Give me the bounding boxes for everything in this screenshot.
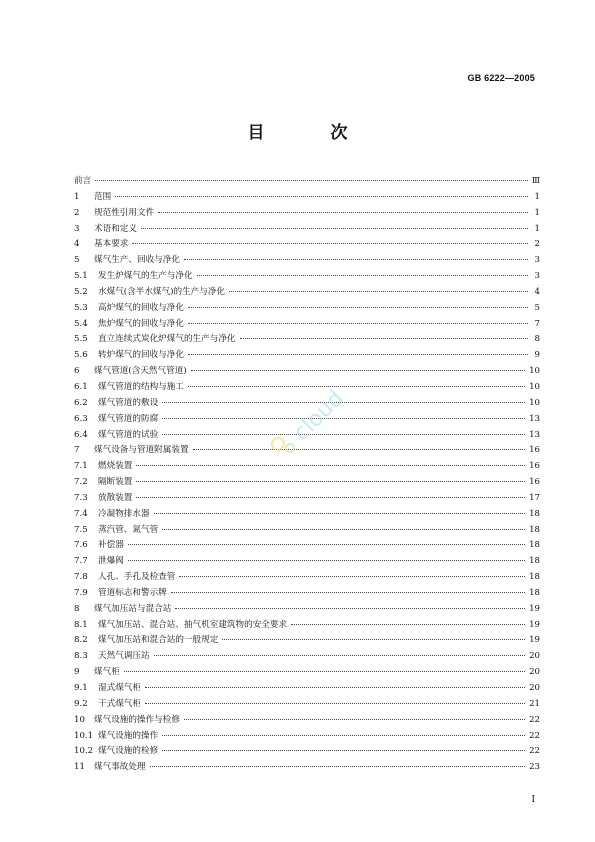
toc-entry-page: 20 [529,683,540,693]
standard-number: GB 6222—2005 [467,73,535,83]
toc-entry[interactable] [74,174,540,190]
toc-entry[interactable] [74,523,540,539]
toc-entry-page: 19 [529,603,540,614]
toc-entry-label: 煤气设备与管道附属装置 [94,445,189,456]
toc-entry-page: 20 [529,667,540,678]
toc-leader-dots [158,206,528,213]
toc-entry-number: 9.2 [74,698,88,709]
toc-entry[interactable] [74,459,540,475]
toc-entry[interactable] [74,570,540,586]
toc-leader-dots [184,253,528,260]
toc-leader-dots [188,348,528,355]
toc-entry-page: 7 [534,318,540,329]
toc-entry-page: 18 [529,524,540,535]
toc-entry[interactable] [74,507,540,523]
toc-entry-page: 18 [529,508,540,519]
toc-entry-label: 管道标志和警示牌 [98,587,167,598]
toc-entry-number: 8 [74,603,80,614]
toc-entry[interactable] [74,665,540,681]
toc-entry[interactable] [74,269,540,285]
toc-entry[interactable] [74,285,540,301]
toc-entry-number: 5.6 [74,350,88,361]
toc-entry[interactable] [74,190,540,206]
toc-entry-page: 1 [534,191,540,202]
toc-entry-label: 天然气调压站 [98,651,150,662]
toc-leader-dots [128,538,525,545]
toc-entry-page: 16 [529,477,540,488]
toc-entry-number: 7.1 [74,461,88,472]
toc-entry[interactable] [74,301,540,317]
toc-entry-number: 7.4 [74,508,88,519]
toc-entry-label: 术语和定义 [94,223,137,234]
toc-entry[interactable] [74,380,540,396]
toc-entry[interactable] [74,253,540,269]
toc-entry[interactable] [74,554,540,570]
toc-entry[interactable] [74,396,540,412]
toc-leader-dots [162,523,525,530]
toc-entry[interactable] [74,364,540,380]
toc-entry[interactable] [74,237,540,253]
toc-leader-dots [162,428,525,435]
toc-entry-page: 22 [529,730,540,741]
toc-leader-dots [191,364,525,371]
toc-entry-label: 煤气柜 [94,667,120,678]
toc-entry-label: 煤气管道的敷设 [98,397,159,408]
toc-entry-label: 湿式煤气柜 [98,683,141,693]
toc-entry-label: 煤气设施的操作与检修 [94,714,180,725]
toc-entry-page: 10 [529,366,540,377]
toc-entry-label: 水煤气(含半水煤气)的生产与净化 [98,286,226,297]
toc-leader-dots [171,586,525,593]
toc-entry-label: 人孔、手孔及检查管 [98,572,176,583]
toc-entry-page: 1 [534,207,540,218]
toc-entry[interactable] [74,713,540,729]
toc-entry-number: 2 [74,207,80,218]
toc-entry[interactable] [74,602,540,618]
toc-entry[interactable] [74,475,540,491]
toc-leader-dots [154,649,525,656]
toc-entry-number: 8.3 [74,651,88,662]
toc-entry-label: 煤气管道(含天然气管道) [94,366,187,377]
toc-leader-dots [291,618,525,625]
toc-entry-page: 17 [529,492,540,503]
toc-entry[interactable] [74,760,540,776]
toc-entry[interactable] [74,586,540,602]
toc-leader-dots [229,285,528,292]
toc-entry-number: 5 [74,255,80,266]
toc-leader-dots [222,633,525,640]
toc-leader-dots [136,491,525,498]
toc-entry-label: 煤气管道的试验 [98,429,159,440]
toc-entry[interactable] [74,697,540,713]
toc-entry-label: 煤气管道的结构与施工 [98,381,184,392]
toc-entry-number: 6.2 [74,397,88,408]
toc-entry-page: 13 [529,413,540,424]
toc-entry-page: 18 [529,572,540,583]
toc-entry-number: 11 [74,762,85,773]
toc-entry-page: 18 [529,540,540,551]
toc-entry[interactable] [74,729,540,745]
toc-entry-label: 规范性引用文件 [94,207,155,218]
toc-entry[interactable] [74,443,540,459]
toc-leader-dots [145,697,525,704]
toc-leader-dots [175,602,525,609]
toc-entry-label: 煤气管道的防腐 [98,413,159,424]
toc-entry-number: 5.4 [74,318,88,329]
toc-entry-label: 煤气设施的操作 [98,730,159,741]
toc-leader-dots [136,459,525,466]
toc-entry-number: 7 [74,445,80,456]
toc-entry-label: 直立连续式炭化炉煤气的生产与净化 [98,334,236,345]
toc-entry-page: 21 [529,698,540,709]
toc-entry-number: 6 [74,366,80,377]
toc-entry-number: 7.3 [74,492,88,503]
toc-entry[interactable] [74,618,540,634]
toc-entry-label: 干式煤气柜 [98,698,141,709]
toc-entry[interactable] [74,491,540,507]
toc-entry-label: 焦炉煤气的回收与净化 [98,318,184,329]
toc-entry-number: 7.9 [74,587,88,598]
toc-entry-number: 10.2 [74,746,94,757]
toc-leader-dots [95,174,528,181]
toc-entry-label: 放散装置 [98,492,133,503]
toc-entry-number: 5.1 [74,271,88,282]
toc-entry[interactable] [74,428,540,444]
toc-entry-page: 18 [529,556,540,567]
toc-entry-label: 煤气设施的检修 [98,746,159,757]
toc-entry-number: 10 [74,714,85,725]
toc-entry-label: 隔断装置 [98,477,133,488]
toc-entry-label: 前言 [74,176,92,186]
toc-entry-page: 16 [529,445,540,456]
toc-leader-dots [162,729,525,736]
toc-entry[interactable] [74,649,540,665]
toc-leader-dots [154,507,525,514]
toc-entry-number: 7.2 [74,477,88,488]
toc-entry-number: 8.1 [74,619,88,630]
toc-leader-dots [188,317,528,324]
toc-leader-dots [145,681,525,688]
toc-entry-label: 转炉煤气的回收与净化 [98,350,184,361]
toc-leader-dots [184,713,525,720]
toc-leader-dots [128,554,525,561]
toc-entry[interactable] [74,222,540,238]
toc-leader-dots [115,190,528,197]
toc-entry[interactable] [74,633,540,649]
toc-entry-number: 6.1 [74,381,88,392]
toc-entry-number: 7.5 [74,524,88,535]
toc-leader-dots [132,237,528,244]
toc-entry-number: 9.1 [74,683,88,693]
toc-entry-page: 23 [529,762,540,773]
toc-entry-page: 16 [529,461,540,472]
toc-entry-page: 3 [534,271,540,282]
toc-entry[interactable] [74,412,540,428]
watermark-text: cloud [289,386,349,446]
toc-entry-page: 19 [529,635,540,646]
toc-leader-dots [188,301,528,308]
toc-entry-page: 18 [529,587,540,598]
page-number: I [531,795,535,805]
toc-entry-number: 1 [74,191,80,202]
toc-entry-number: 7.7 [74,556,88,567]
toc-entry-label: 范围 [94,191,112,202]
toc-entry-page: 22 [529,714,540,725]
toc-entry-page: 2 [534,239,540,250]
toc-entry[interactable] [74,206,540,222]
toc-entry-label: 煤气生产、回收与净化 [94,255,180,266]
table-of-contents [74,174,540,776]
toc-leader-dots [150,760,525,767]
toc-entry-page: 19 [529,619,540,630]
toc-entry-page: 22 [529,746,540,757]
toc-entry-number: 10.1 [74,730,94,741]
toc-leader-dots [188,380,525,387]
toc-entry-label: 煤气加压站与混合站 [94,603,172,614]
toc-entry-page: 8 [534,334,540,345]
toc-entry-page: Ⅲ [531,176,540,186]
toc-entry-number: 5.5 [74,334,88,345]
toc-entry-label: 基本要求 [94,239,129,250]
toc-entry-label: 煤气事故处理 [94,762,146,773]
toc-entry-label: 补偿器 [98,540,124,551]
toc-leader-dots [197,269,528,276]
toc-entry-number: 6.3 [74,413,88,424]
toc-entry-page: 4 [534,286,540,297]
toc-entry-label: 高炉煤气的回收与净化 [98,302,184,313]
toc-entry-label: 煤气加压站、混合站、抽气机室建筑物的安全要求 [98,619,288,630]
toc-leader-dots [136,475,525,482]
toc-entry-label: 蒸汽管、氮气管 [98,524,159,535]
toc-entry-number: 3 [74,223,80,234]
toc-leader-dots [162,396,525,403]
toc-entry-number: 5.3 [74,302,88,313]
toc-entry-label: 发生炉煤气的生产与净化 [98,271,193,282]
toc-leader-dots [162,412,525,419]
toc-entry[interactable] [74,681,540,697]
toc-entry[interactable] [74,317,540,333]
toc-entry-page: 20 [529,651,540,662]
toc-entry-page: 13 [529,429,540,440]
toc-entry-page: 10 [529,397,540,408]
toc-leader-dots [162,744,525,751]
toc-entry-page: 5 [534,302,540,313]
toc-entry-number: 5.2 [74,286,88,297]
toc-entry-label: 燃烧装置 [98,461,133,472]
toc-entry-number: 9 [74,667,80,678]
toc-entry[interactable] [74,538,540,554]
toc-entry-number: 7.8 [74,572,88,583]
toc-entry-label: 冷凝物排水器 [98,508,150,519]
toc-leader-dots [179,570,525,577]
toc-entry-number: 4 [74,239,80,250]
toc-entry-page: 3 [534,255,540,266]
toc-leader-dots [193,443,526,450]
toc-entry[interactable] [74,348,540,364]
toc-entry-label: 煤气加压站和混合站的一般规定 [98,635,219,646]
toc-entry-page: 1 [534,223,540,234]
toc-entry[interactable] [74,332,540,348]
toc-entry-page: 10 [529,381,540,392]
page-title: 目 次 [247,123,378,143]
toc-leader-dots [124,665,525,672]
toc-entry-label: 泄爆阀 [98,556,124,567]
toc-entry-number: 8.2 [74,635,88,646]
toc-leader-dots [141,222,528,229]
toc-leader-dots [240,332,528,339]
toc-entry-number: 7.6 [74,540,88,551]
toc-entry-number: 6.4 [74,429,88,440]
toc-entry[interactable] [74,744,540,760]
toc-entry-page: 9 [534,350,540,361]
